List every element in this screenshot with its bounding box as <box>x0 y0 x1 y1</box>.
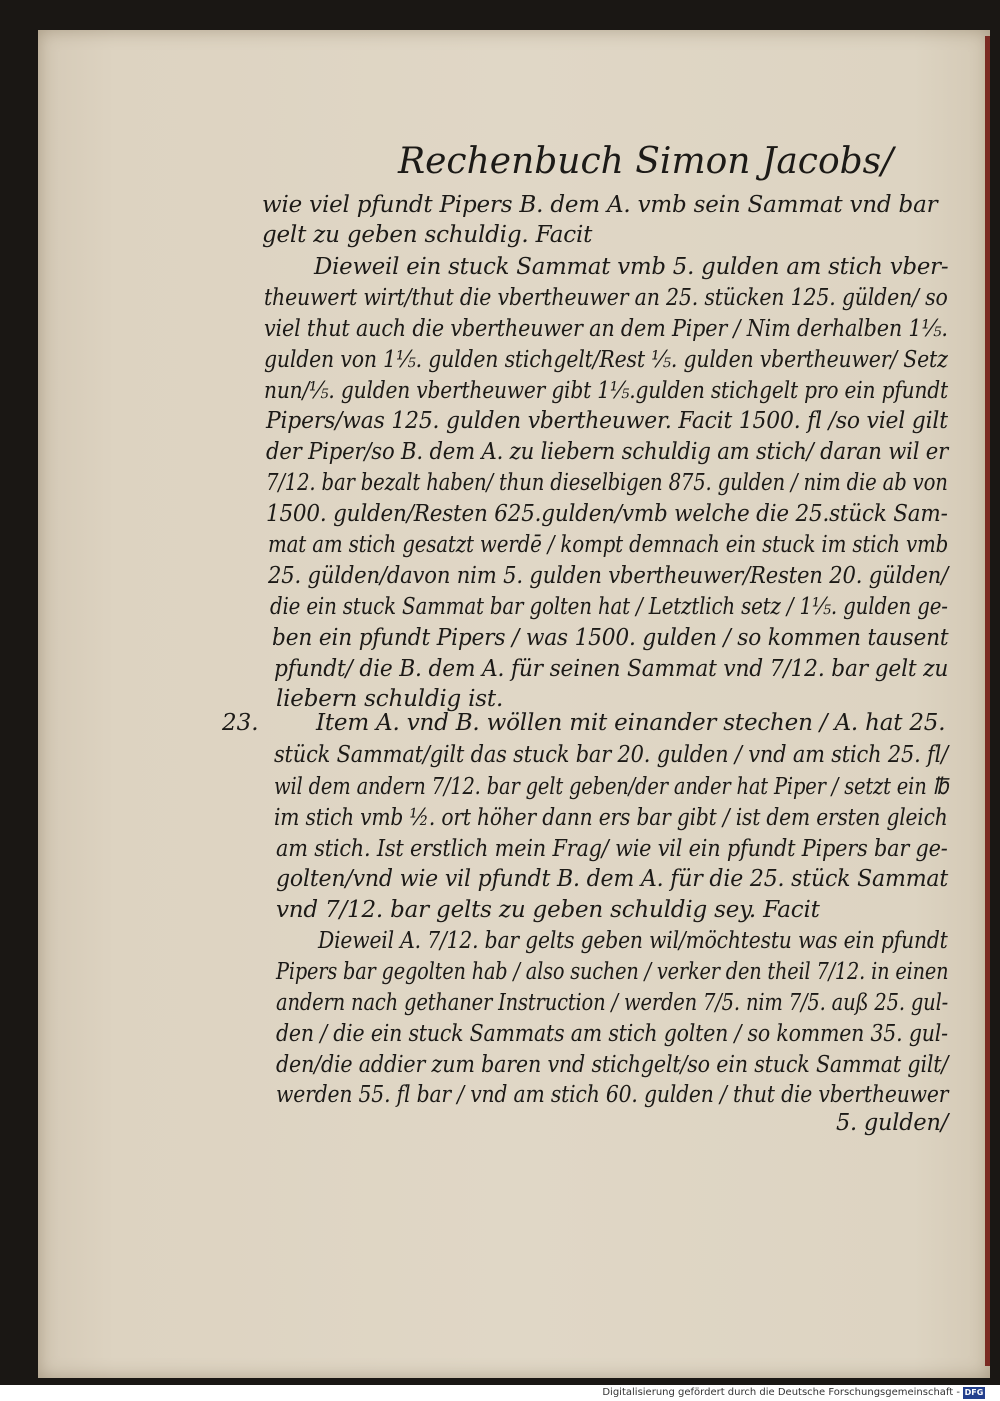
text-line: ben ein pfundt Pipers / was 1500. gulden / so kommen tausent <box>272 625 949 651</box>
text-line: nun/⅕. gulden vbertheuwer gibt 1⅕.gulden stichgelt pro ein pfundt <box>264 378 948 404</box>
text-line: 7/12. bar bezalt haben/ thun dieselbigen 875. gulden / nim die ab von <box>266 470 948 496</box>
text-line: 1500. gulden/Resten 625.gulden/vmb welche die 25.stück Sam- <box>266 501 948 527</box>
footer-credit: Digitalisierung gefördert durch die Deutsche Forschungsgemeinschaft - <box>602 1387 960 1398</box>
text-line: Pipers bar gegolten hab / also suchen / verker den theil 7/12. in einen <box>276 959 949 985</box>
text-line: liebern schuldig ist. <box>276 686 504 712</box>
text-line: der Piper/so B. dem A. zu liebern schuldig am stich/ daran wil er <box>266 439 949 465</box>
text-line: wie viel pfundt Pipers B. dem A. vmb sein Sammat vnd bar <box>262 192 938 218</box>
text-line: den/die addier zum baren vnd stichgelt/so ein stuck Sammat gilt/ <box>276 1052 949 1078</box>
item-number: 23. <box>222 710 259 736</box>
text-line: pfundt/ die B. dem A. für seinen Sammat vnd 7/12. bar gelt zu <box>274 656 949 682</box>
text-line: im stich vmb ½. ort höher dann ers bar gibt / ist dem ersten gleich <box>274 805 948 831</box>
text-line: golten/vnd wie vil pfundt B. dem A. für die 25. stück Sammat <box>276 866 949 892</box>
text-line: andern nach gethaner Instruction / werden 7/5. nim 7/5. auß 25. gul- <box>276 990 949 1016</box>
text-line: Item A. vnd B. wöllen mit einander stechen / A. hat 25. <box>316 710 946 736</box>
text-line: gelt zu geben schuldig. Facit <box>262 222 593 248</box>
text-line: werden 55. fl bar / vnd am stich 60. gulden / thut die vbertheuwer <box>276 1082 949 1108</box>
text-line: viel thut auch die vbertheuwer an dem Piper / Nim derhalben 1⅕. <box>264 316 948 342</box>
text-line: Dieweil ein stuck Sammat vmb 5. gulden am stich vber- <box>314 254 949 280</box>
dfg-logo: DFG <box>964 1388 984 1397</box>
text-line: den / die ein stuck Sammats am stich golten / so kommen 35. gul- <box>276 1021 948 1047</box>
running-head: Rechenbuch Simon Jacobs/ <box>398 141 894 182</box>
text-line: gulden von 1⅕. gulden stichgelt/Rest ⅕. gulden vbertheuwer/ Setz <box>264 347 948 373</box>
text-line: Dieweil A. 7/12. bar gelts geben wil/möchtestu was ein pfundt <box>318 928 948 954</box>
text-line: 5. gulden/ <box>836 1110 949 1136</box>
text-line: wil dem andern 7/12. bar gelt geben/der ander hat Piper / setzt ein ℔ <box>274 774 949 800</box>
text-line: stück Sammat/gilt das stuck bar 20. gulden / vnd am stich 25. fl/ <box>274 742 948 768</box>
book-edge <box>985 36 990 1366</box>
text-line: Pipers/was 125. gulden vbertheuwer. Facit 1500. fl /so viel gilt <box>266 408 948 434</box>
text-line: 25. gülden/davon nim 5. gulden vbertheuwer/Resten 20. gülden/ <box>268 563 949 589</box>
text-line: mat am stich gesatzt werdē / kompt demnach ein stuck im stich vmb <box>268 532 949 558</box>
text-line: die ein stuck Sammat bar golten hat / Letztlich setz / 1⅕. gulden ge- <box>270 594 948 620</box>
text-line: theuwert wirt/thut die vbertheuwer an 25. stücken 125. gülden/ so <box>264 285 948 311</box>
text-line: vnd 7/12. bar gelts zu geben schuldig sey. Facit <box>276 897 820 923</box>
text-line: am stich. Ist erstlich mein Frag/ wie vil ein pfundt Pipers bar ge- <box>276 836 948 862</box>
